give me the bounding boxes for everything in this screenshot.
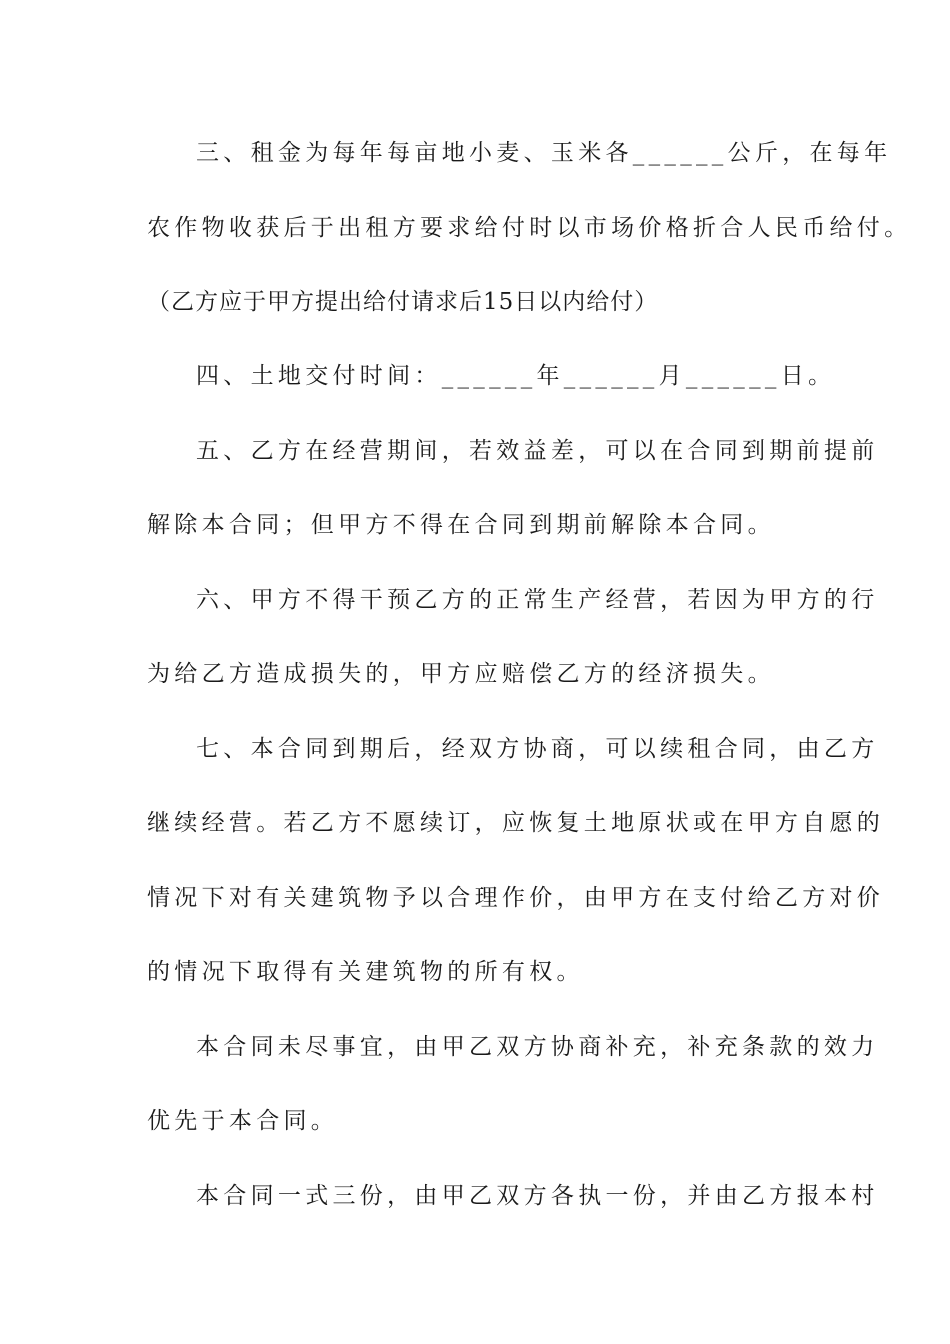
clause-5-line-2: 解除本合同；但甲方不得在合同到期前解除本合同。	[147, 512, 775, 538]
clause-5-line-1: 五、乙方在经营期间，若效益差，可以在合同到期前提前	[196, 438, 879, 464]
clause-3-line-2: 农作物收获后于出租方要求给付时以市场价格折合人民币给付。	[147, 215, 912, 241]
clause-7-line-3: 情况下对有关建筑物予以合理作价，由甲方在支付给乙方对价	[147, 885, 885, 911]
supplement-line-1: 本合同未尽事宜，由甲乙双方协商补充，补充条款的效力	[196, 1034, 879, 1060]
clause-7-line-4: 的情况下取得有关建筑物的所有权。	[147, 959, 584, 985]
copies-line-1: 本合同一式三份，由甲乙双方各执一份，并由乙方报本村	[196, 1183, 879, 1209]
supplement-line-2: 优先于本合同。	[147, 1108, 339, 1134]
clause-7-line-2: 继续经营。若乙方不愿续订，应恢复土地原状或在甲方自愿的	[147, 810, 885, 836]
clause-7-line-1: 七、本合同到期后，经双方协商，可以续租合同，由乙方	[196, 736, 879, 762]
clause-3-line-1: 三、租金为每年每亩地小麦、玉米各______公斤，在每年	[196, 140, 892, 166]
clause-3-note: （乙方应于甲方提出给付请求后15日以内给付）	[147, 289, 659, 315]
clause-6-line-1: 六、甲方不得干预乙方的正常生产经营，若因为甲方的行	[196, 587, 879, 613]
clause-6-line-2: 为给乙方造成损失的，甲方应赔偿乙方的经济损失。	[147, 661, 775, 687]
clause-4-line-1: 四、土地交付时间：______年______月______日。	[196, 363, 836, 389]
